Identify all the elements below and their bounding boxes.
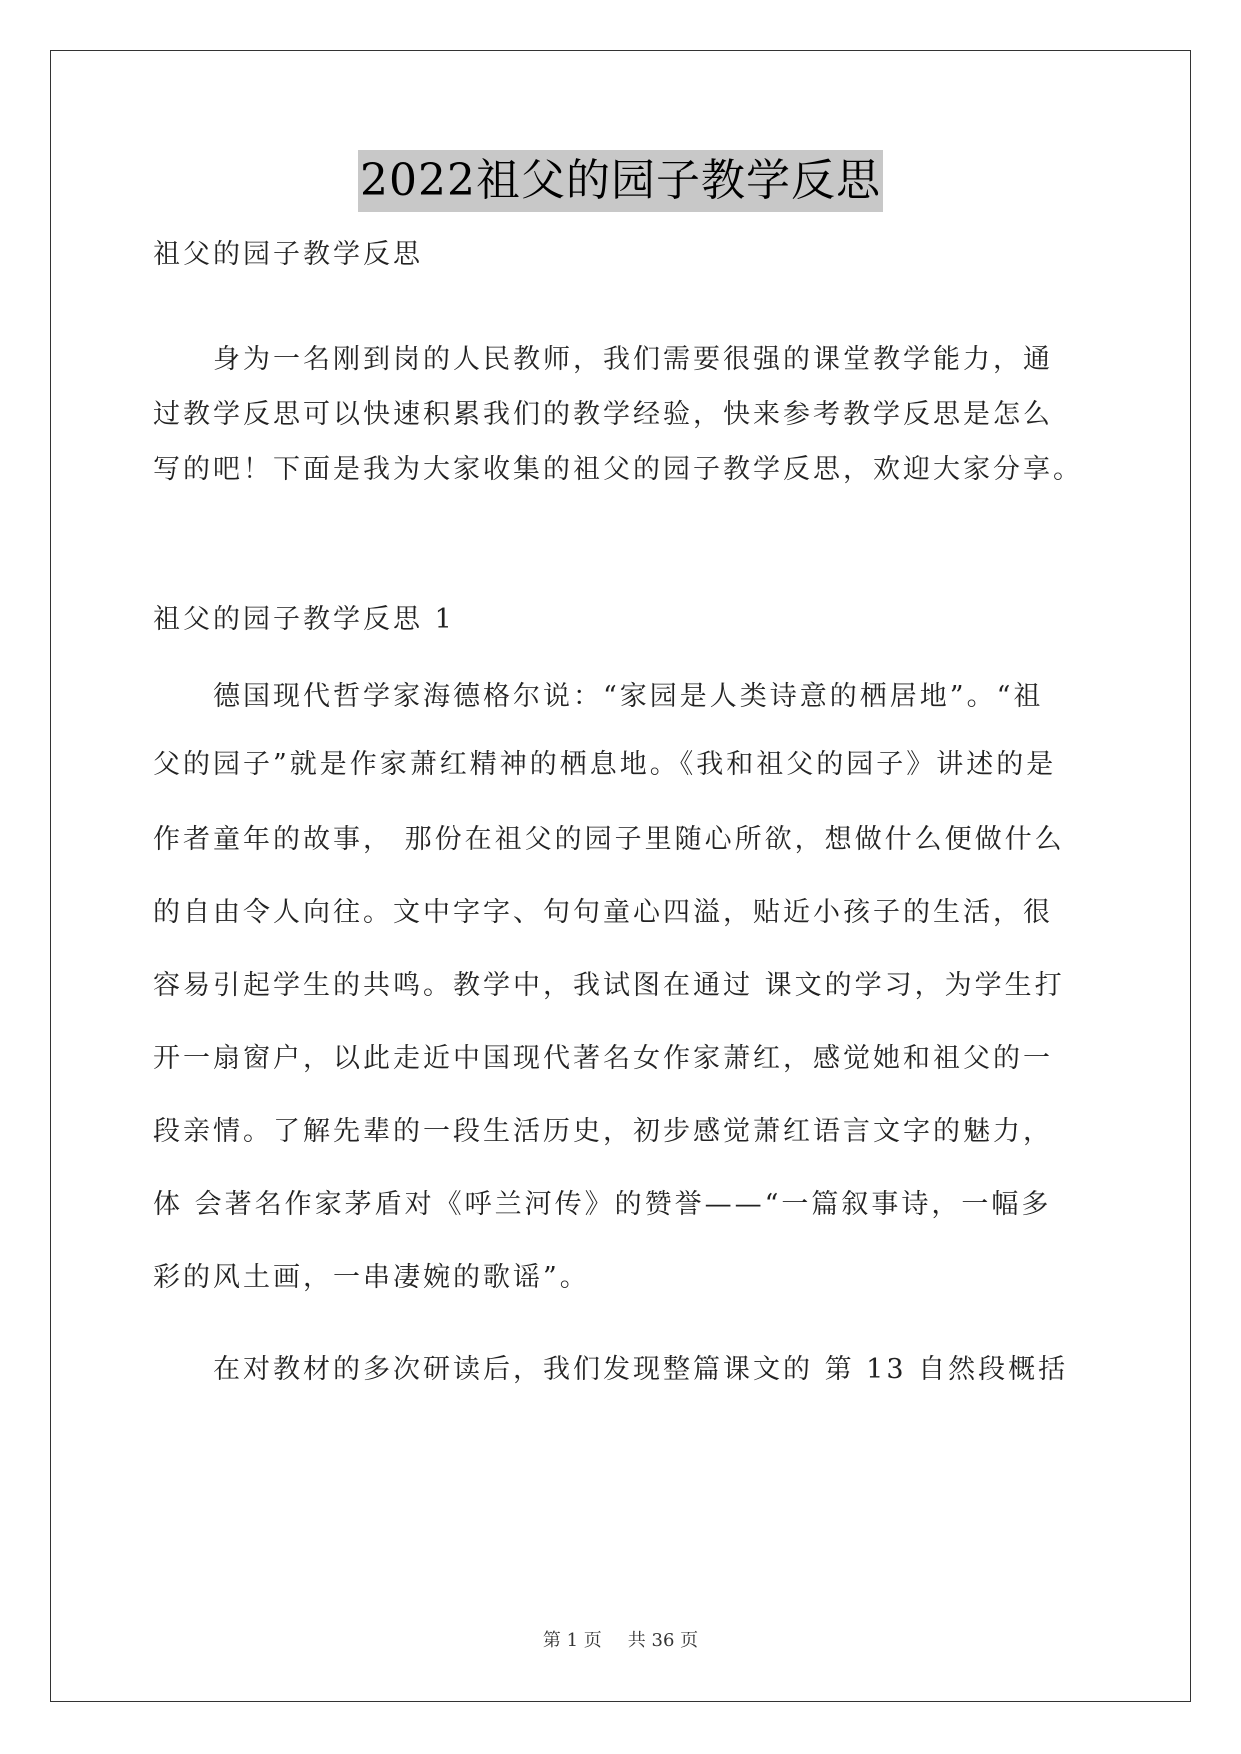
- paragraph-line: 彩的风土画，一串凄婉的歌谣”。: [153, 1262, 590, 1293]
- page-number: 第 1 页: [542, 1630, 602, 1651]
- paragraph-line: 写的吧！下面是我为大家收集的祖父的园子教学反思，欢迎大家分享。: [153, 454, 1083, 485]
- paragraph-line: 在对教材的多次研读后，我们发现整篇课文的 第 13 自然段概括: [213, 1354, 1069, 1385]
- paragraph-line: 过教学反思可以快速积累我们的教学经验，快来参考教学反思是怎么: [153, 399, 1053, 430]
- paragraph-line: 父的园子”就是作家萧红精神的栖息地。《我和祖父的园子》讲述的是: [153, 749, 1057, 780]
- section-heading: 祖父的园子教学反思 1: [153, 604, 455, 635]
- paragraph-line: 体 会著名作家茅盾对《呼兰河传》的赞誉——“一篇叙事诗，一幅多: [153, 1189, 1052, 1220]
- paragraph-line: 作者童年的故事， 那份在祖父的园子里随心所欲，想做什么便做什么: [153, 824, 1065, 855]
- document-title: 2022祖父的园子教学反思: [358, 150, 883, 212]
- paragraph-line: 德国现代哲学家海德格尔说：“家园是人类诗意的栖居地”。“祖: [213, 681, 1044, 712]
- title-container: [0, 150, 1241, 212]
- paragraph-line: 段亲情。了解先辈的一段生活历史，初步感觉萧红语言文字的魅力，: [153, 1116, 1053, 1147]
- paragraph-line: 容易引起学生的共鸣。教学中，我试图在通过 课文的学习，为学生打: [153, 970, 1065, 1001]
- page-border: [50, 50, 1191, 1702]
- paragraph-line: 开一扇窗户，以此走近中国现代著名女作家萧红，感觉她和祖父的一: [153, 1043, 1053, 1074]
- page-total: 共 36 页: [627, 1630, 699, 1651]
- subtitle-line: 祖父的园子教学反思: [153, 239, 423, 270]
- page-footer: [0, 1628, 1241, 1654]
- paragraph-line: 的自由令人向往。文中字字、句句童心四溢，贴近小孩子的生活，很: [153, 897, 1053, 928]
- paragraph-line: 身为一名刚到岗的人民教师，我们需要很强的课堂教学能力，通: [213, 344, 1053, 375]
